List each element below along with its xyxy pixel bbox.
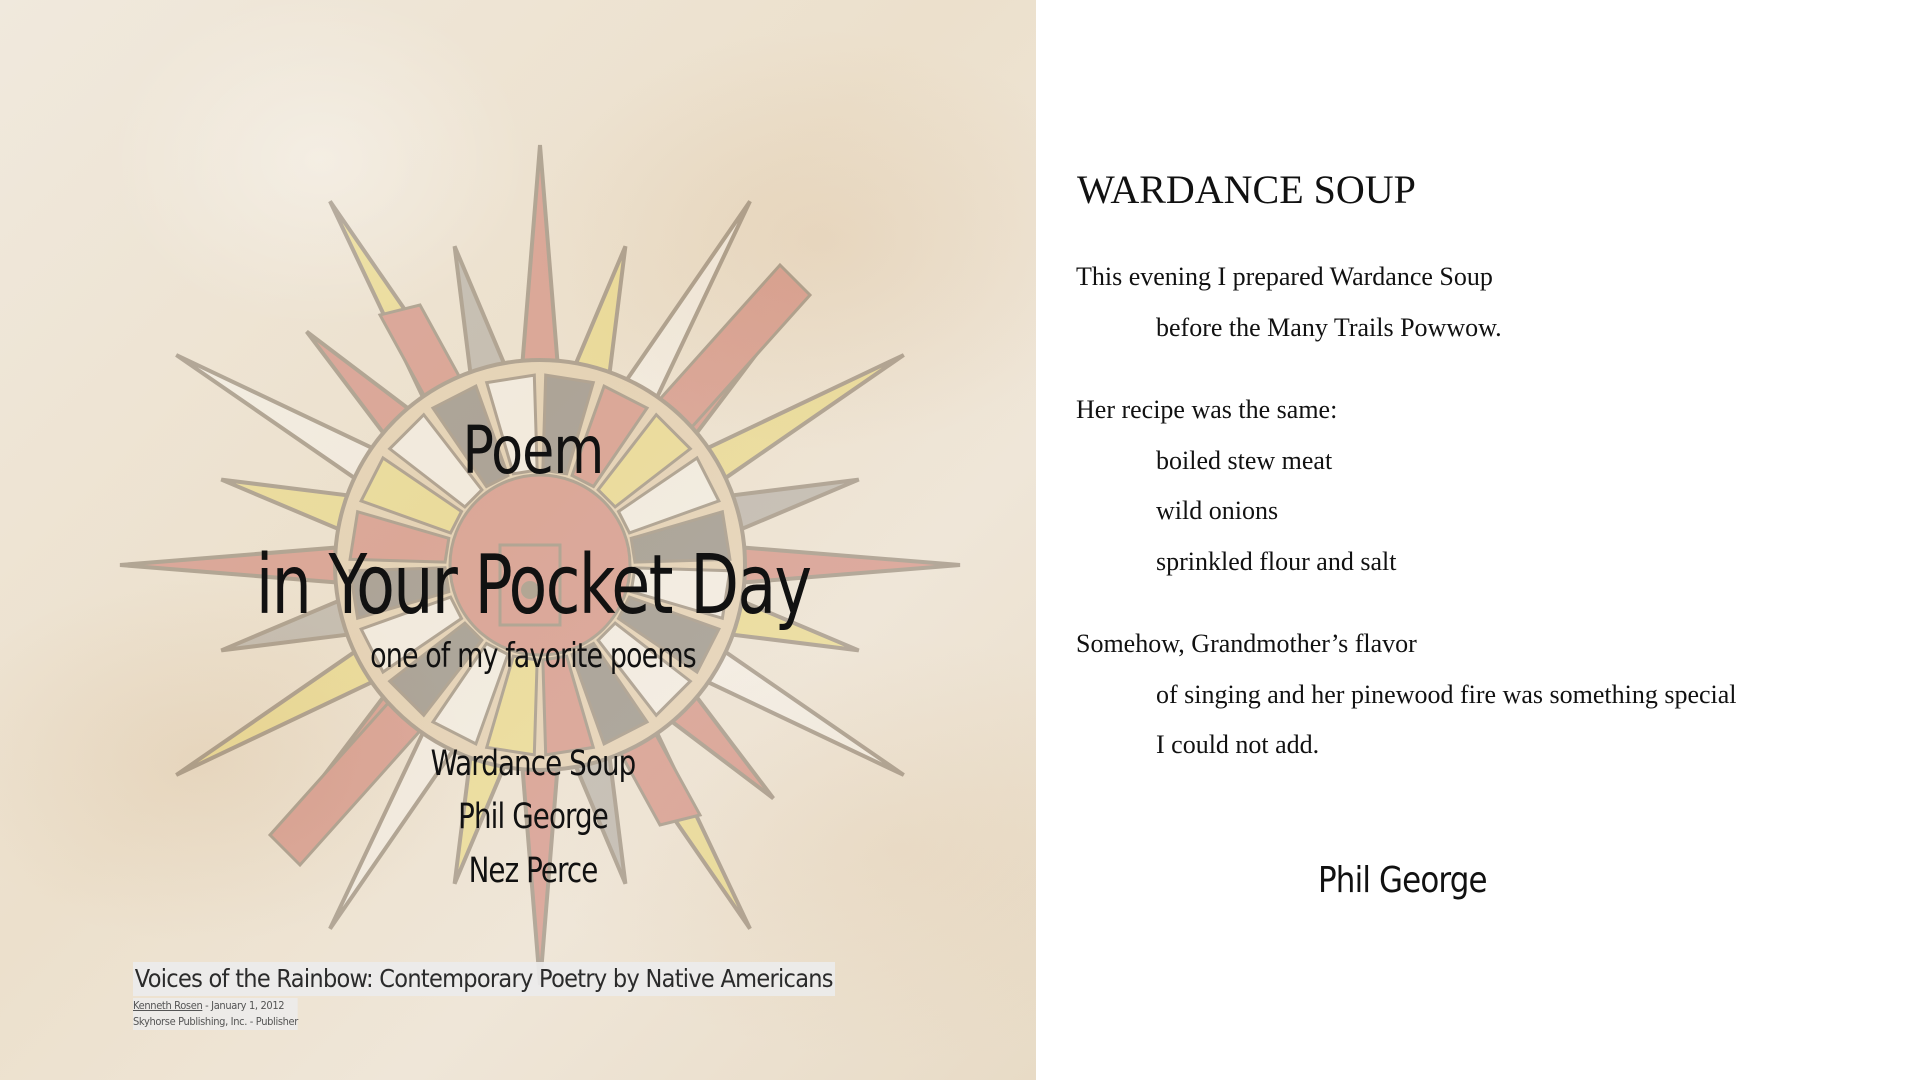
- featured-poet-name: Phil George: [458, 797, 608, 837]
- poem-line: boiled stew meat: [1156, 445, 1333, 475]
- poem-line: Somehow, Grandmother’s flavor: [1076, 629, 1417, 658]
- author-link[interactable]: Kenneth Rosen: [133, 999, 203, 1012]
- publish-date: - January 1, 2012: [202, 999, 285, 1012]
- title-line-pocket-day: in Your Pocket Day: [255, 538, 811, 633]
- poem-title: WARDANCE SOUP: [1077, 167, 1416, 212]
- poem-panel: [1036, 0, 1920, 1080]
- poem-line: Her recipe was the same:: [1076, 395, 1338, 424]
- poem-line: sprinkled flour and salt: [1156, 546, 1397, 576]
- poem-line: of singing and her pinewood fire was something special: [1156, 679, 1737, 709]
- title-line-poem: Poem: [462, 412, 604, 489]
- featured-poem-name: Wardance Soup: [430, 744, 636, 784]
- publisher: Skyhorse Publishing, Inc. - Publisher: [133, 1015, 298, 1028]
- citation-details: [133, 998, 298, 1030]
- book-title: Voices of the Rainbow: Contemporary Poetry by Native Americans: [133, 962, 835, 996]
- poem-signature: Phil George: [1318, 860, 1487, 901]
- poem-line: This evening I prepared Wardance Soup: [1076, 262, 1493, 291]
- poet-tribe: Nez Perce: [468, 851, 598, 891]
- subtitle: one of my favorite poems: [370, 636, 696, 676]
- poem-line: wild onions: [1156, 496, 1279, 525]
- book-citation: [133, 962, 913, 1030]
- poem-line: before the Many Trails Powwow.: [1156, 312, 1502, 342]
- poem-line: I could not add.: [1156, 730, 1320, 759]
